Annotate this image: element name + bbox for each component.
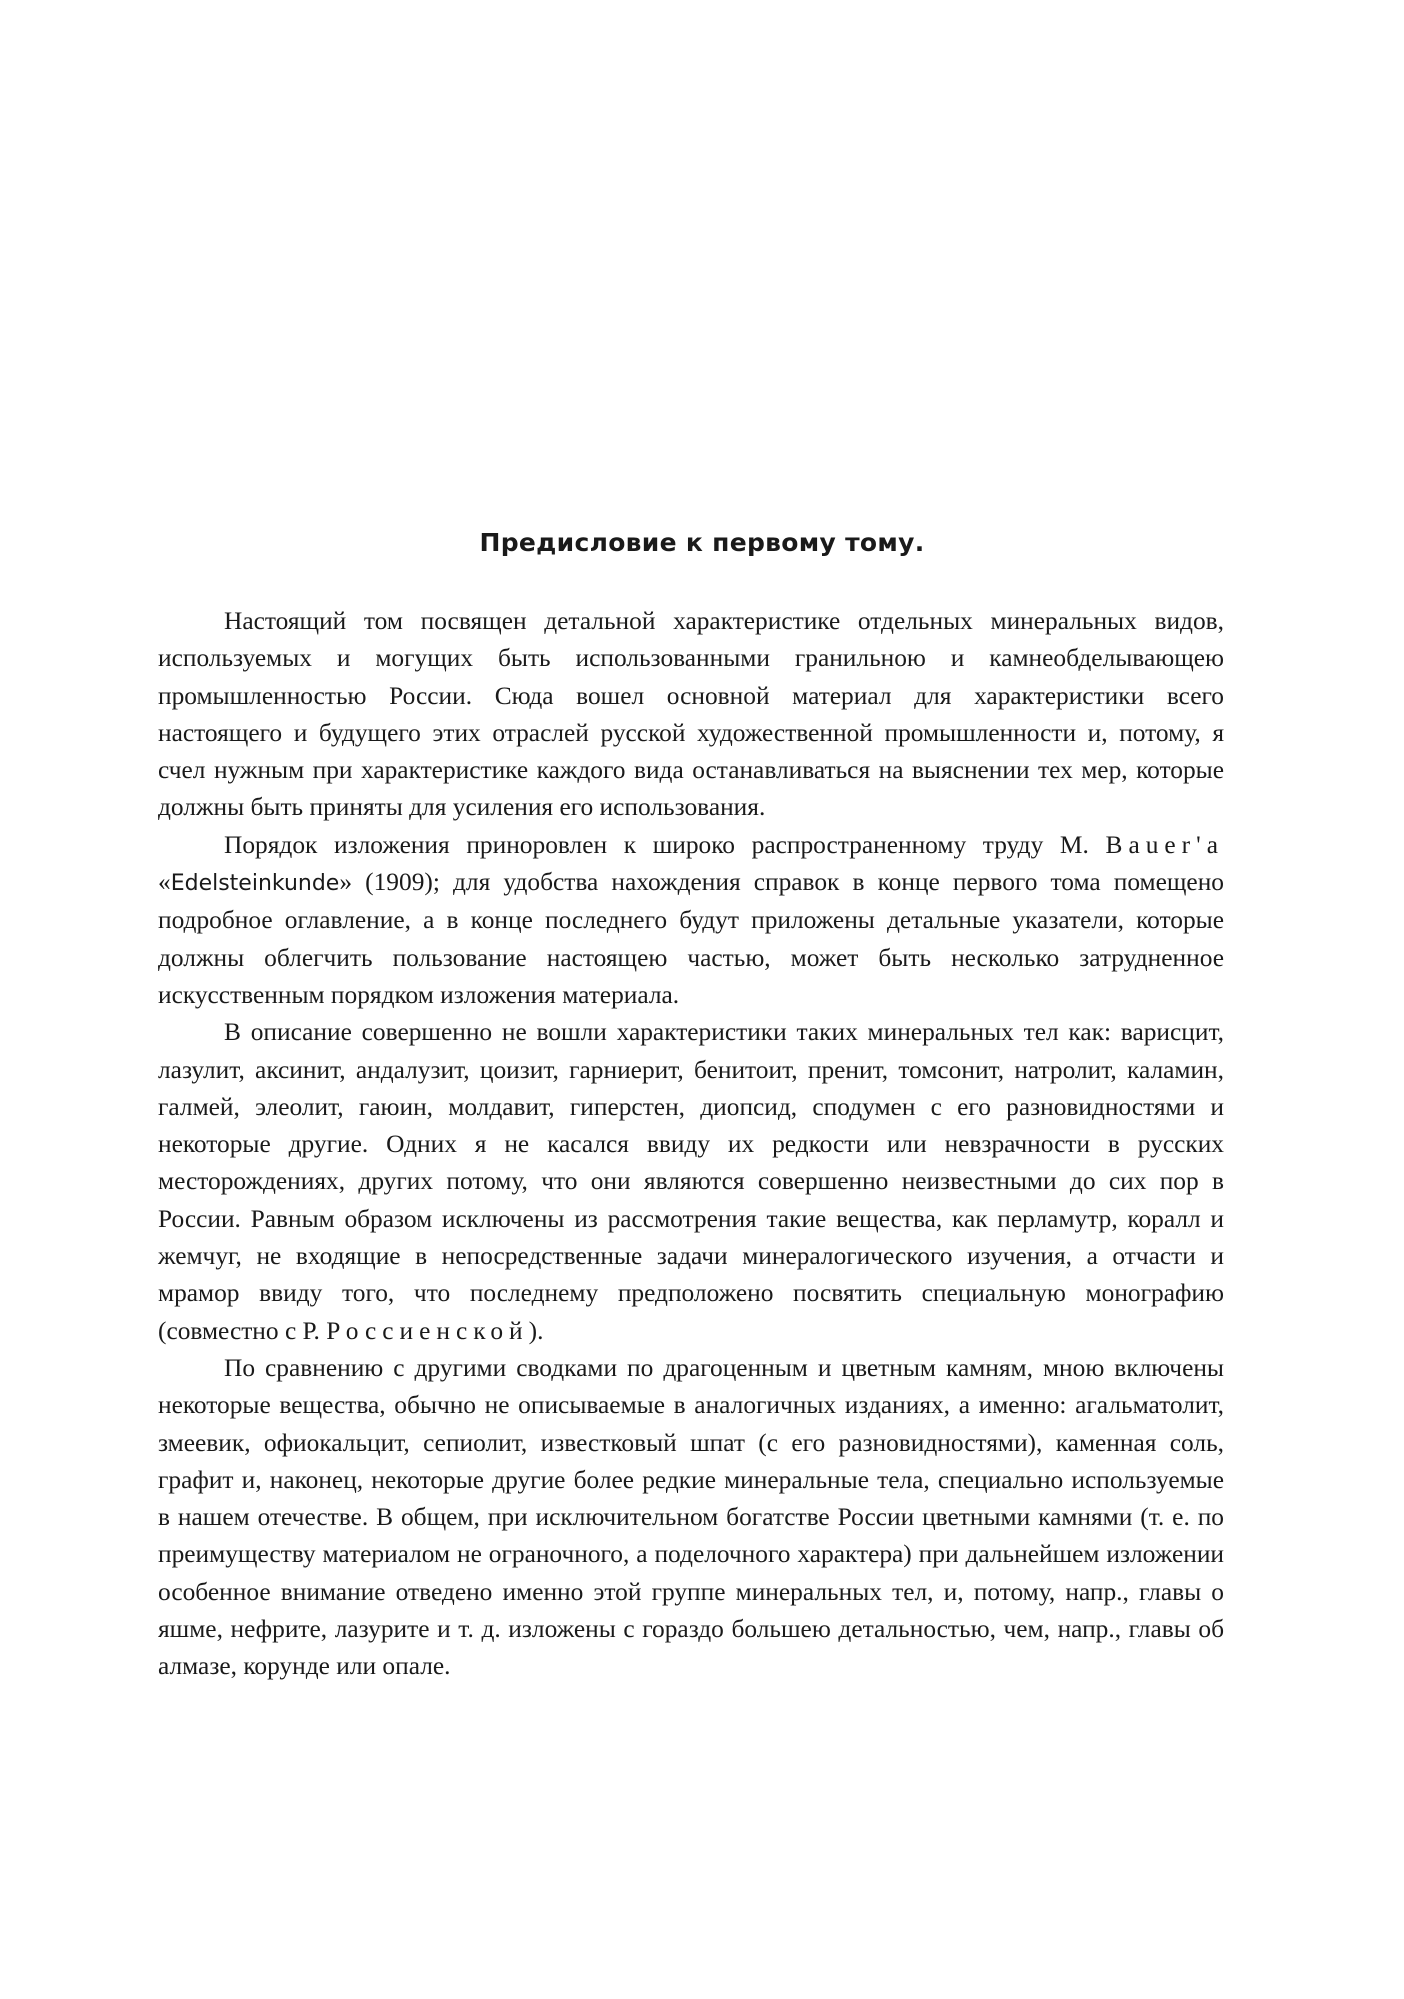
paragraph-3-start: В описание совершенно не вошли характеристики таких минеральных тел как: варисцит, лазулит, аксинит, андалузит, цоизит, гарниерит, бенитоит, пренит, томсонит, натролит, каламин, галмей, элеолит, гаюин, молдавит, гиперстен, диопсид, сподумен с его разновидностями и некоторые другие. Одних я не касался ввиду их редкости или невзрачности в русских месторождениях, других потому, что они являются совершенно неизвестными до сих пор в России. Равным образом исключены из рассмотрения такие вещества, как перламутр, коралл и жемчуг, не входящие в непосредственные задачи минералогического изучения, а отчасти и мрамор ввиду того, что последнему предположено посвятить специальную монографию (совместно с Р.	[158, 1018, 1224, 1345]
paragraph-3	[158, 1014, 1224, 1350]
paragraph-3-end: ).	[528, 1316, 544, 1345]
paragraph-2-start: Порядок изложения приноровлен к широко распространенному труду М.	[224, 830, 1106, 859]
preface-body	[158, 603, 1224, 1686]
paragraph-2-rest: » (1909); для удобства нахождения справок в конце первого тома помещено подробное оглавление, а в конце последнего будут приложены детальные указатели, которые должны облегчить пользование настоящею частью, может быть несколько затрудненное искусственным порядком изложения материала.	[158, 868, 1224, 1009]
quote-open: «	[158, 868, 171, 897]
paragraph-1: Настоящий том посвящен детальной характеристике отдельных минеральных видов, используемых и могущих быть использованными гранильною и камнеобделывающею промышленностью России. Сюда вошел основной материал для характеристики всего настоящего и будущего этих отраслей русской художественной промышленности и, потому, я счел нужным при характеристике каждого вида останавливаться на выяснении тех мер, которые должны быть приняты для усиления его использования.	[158, 607, 1224, 822]
coauthor-name-rossienskaya: Россиенской	[326, 1316, 529, 1345]
author-name-bauer: Bauer'a	[1105, 830, 1224, 859]
book-title-edelsteinkunde: Edelsteinkunde	[170, 871, 340, 897]
page-title: Предисловие к первому тому.	[479, 528, 925, 557]
paragraph-4: По сравнению с другими сводками по драгоценным и цветным камням, мною включены некоторые вещества, обычно не описываемые в аналогичных изданиях, а именно: агальматолит, змеевик, офиокальцит, сепиолит, известковый шпат (с его разновидностями), каменная соль, графит и, наконец, некоторые другие более редкие минеральные тела, специально используемые в нашем отечестве. В общем, при исключительном богатстве России цветными камнями (т. е. по преимуществу материалом не ограночного, а поделочного характера) при дальнейшем изложении особенное внимание отведено именно этой группе минеральных тел, и, потому, напр., главы о яшме, нефрите, лазурите и т. д. изложены с гораздо большею детальностью, чем, напр., главы об алмазе, корунде или опале.	[158, 1353, 1224, 1681]
paragraph-2	[158, 827, 1224, 1014]
